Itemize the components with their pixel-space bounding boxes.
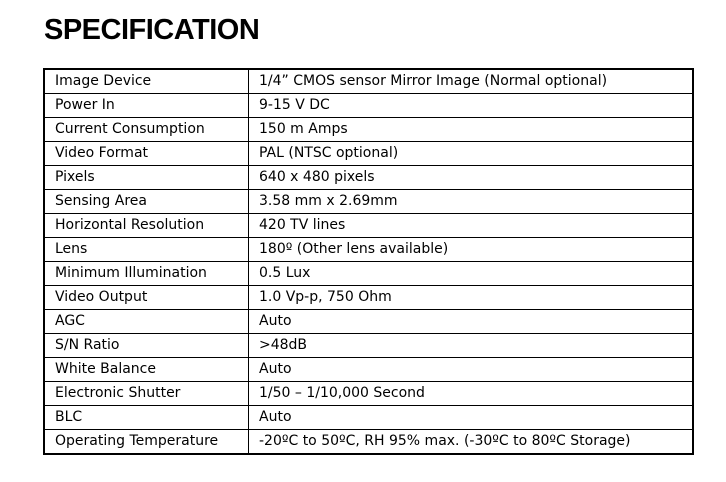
spec-value: Auto [249, 358, 694, 382]
table-row [44, 382, 693, 406]
spec-value: 180º (Other lens available) [249, 238, 694, 262]
spec-label: S/N Ratio [44, 334, 249, 358]
spec-value: 1/50 – 1/10,000 Second [249, 382, 694, 406]
spec-label: Operating Temperature [44, 430, 249, 455]
table-row [44, 334, 693, 358]
table-row [44, 142, 693, 166]
spec-label: Pixels [44, 166, 249, 190]
spec-label: Image Device [44, 69, 249, 94]
table-row [44, 310, 693, 334]
table-row [44, 430, 693, 455]
spec-value: >48dB [249, 334, 694, 358]
spec-label: Sensing Area [44, 190, 249, 214]
spec-value: 9-15 V DC [249, 94, 694, 118]
table-row [44, 214, 693, 238]
spec-label: AGC [44, 310, 249, 334]
spec-value: 420 TV lines [249, 214, 694, 238]
page-title: SPECIFICATION [44, 14, 260, 46]
table-row [44, 358, 693, 382]
spec-value: -20ºC to 50ºC, RH 95% max. (-30ºC to 80ºC Storage) [249, 430, 694, 455]
table-row [44, 69, 693, 94]
spec-label: Minimum Illumination [44, 262, 249, 286]
table-row [44, 94, 693, 118]
spec-label: Electronic Shutter [44, 382, 249, 406]
table-row [44, 238, 693, 262]
table-row [44, 118, 693, 142]
table-row [44, 262, 693, 286]
spec-label: BLC [44, 406, 249, 430]
spec-value: PAL (NTSC optional) [249, 142, 694, 166]
table-row [44, 190, 693, 214]
spec-value: 150 m Amps [249, 118, 694, 142]
spec-value: 0.5 Lux [249, 262, 694, 286]
spec-label: Lens [44, 238, 249, 262]
spec-label: White Balance [44, 358, 249, 382]
spec-value: 3.58 mm x 2.69mm [249, 190, 694, 214]
spec-value: Auto [249, 310, 694, 334]
specification-table [43, 68, 694, 455]
spec-value: Auto [249, 406, 694, 430]
spec-value: 1.0 Vp-p, 750 Ohm [249, 286, 694, 310]
spec-label: Video Format [44, 142, 249, 166]
spec-label: Power In [44, 94, 249, 118]
table-row [44, 406, 693, 430]
spec-label: Horizontal Resolution [44, 214, 249, 238]
spec-label: Current Consumption [44, 118, 249, 142]
table-row [44, 166, 693, 190]
table-row [44, 286, 693, 310]
spec-label: Video Output [44, 286, 249, 310]
spec-value: 1/4” CMOS sensor Mirror Image (Normal optional) [249, 69, 694, 94]
spec-value: 640 x 480 pixels [249, 166, 694, 190]
